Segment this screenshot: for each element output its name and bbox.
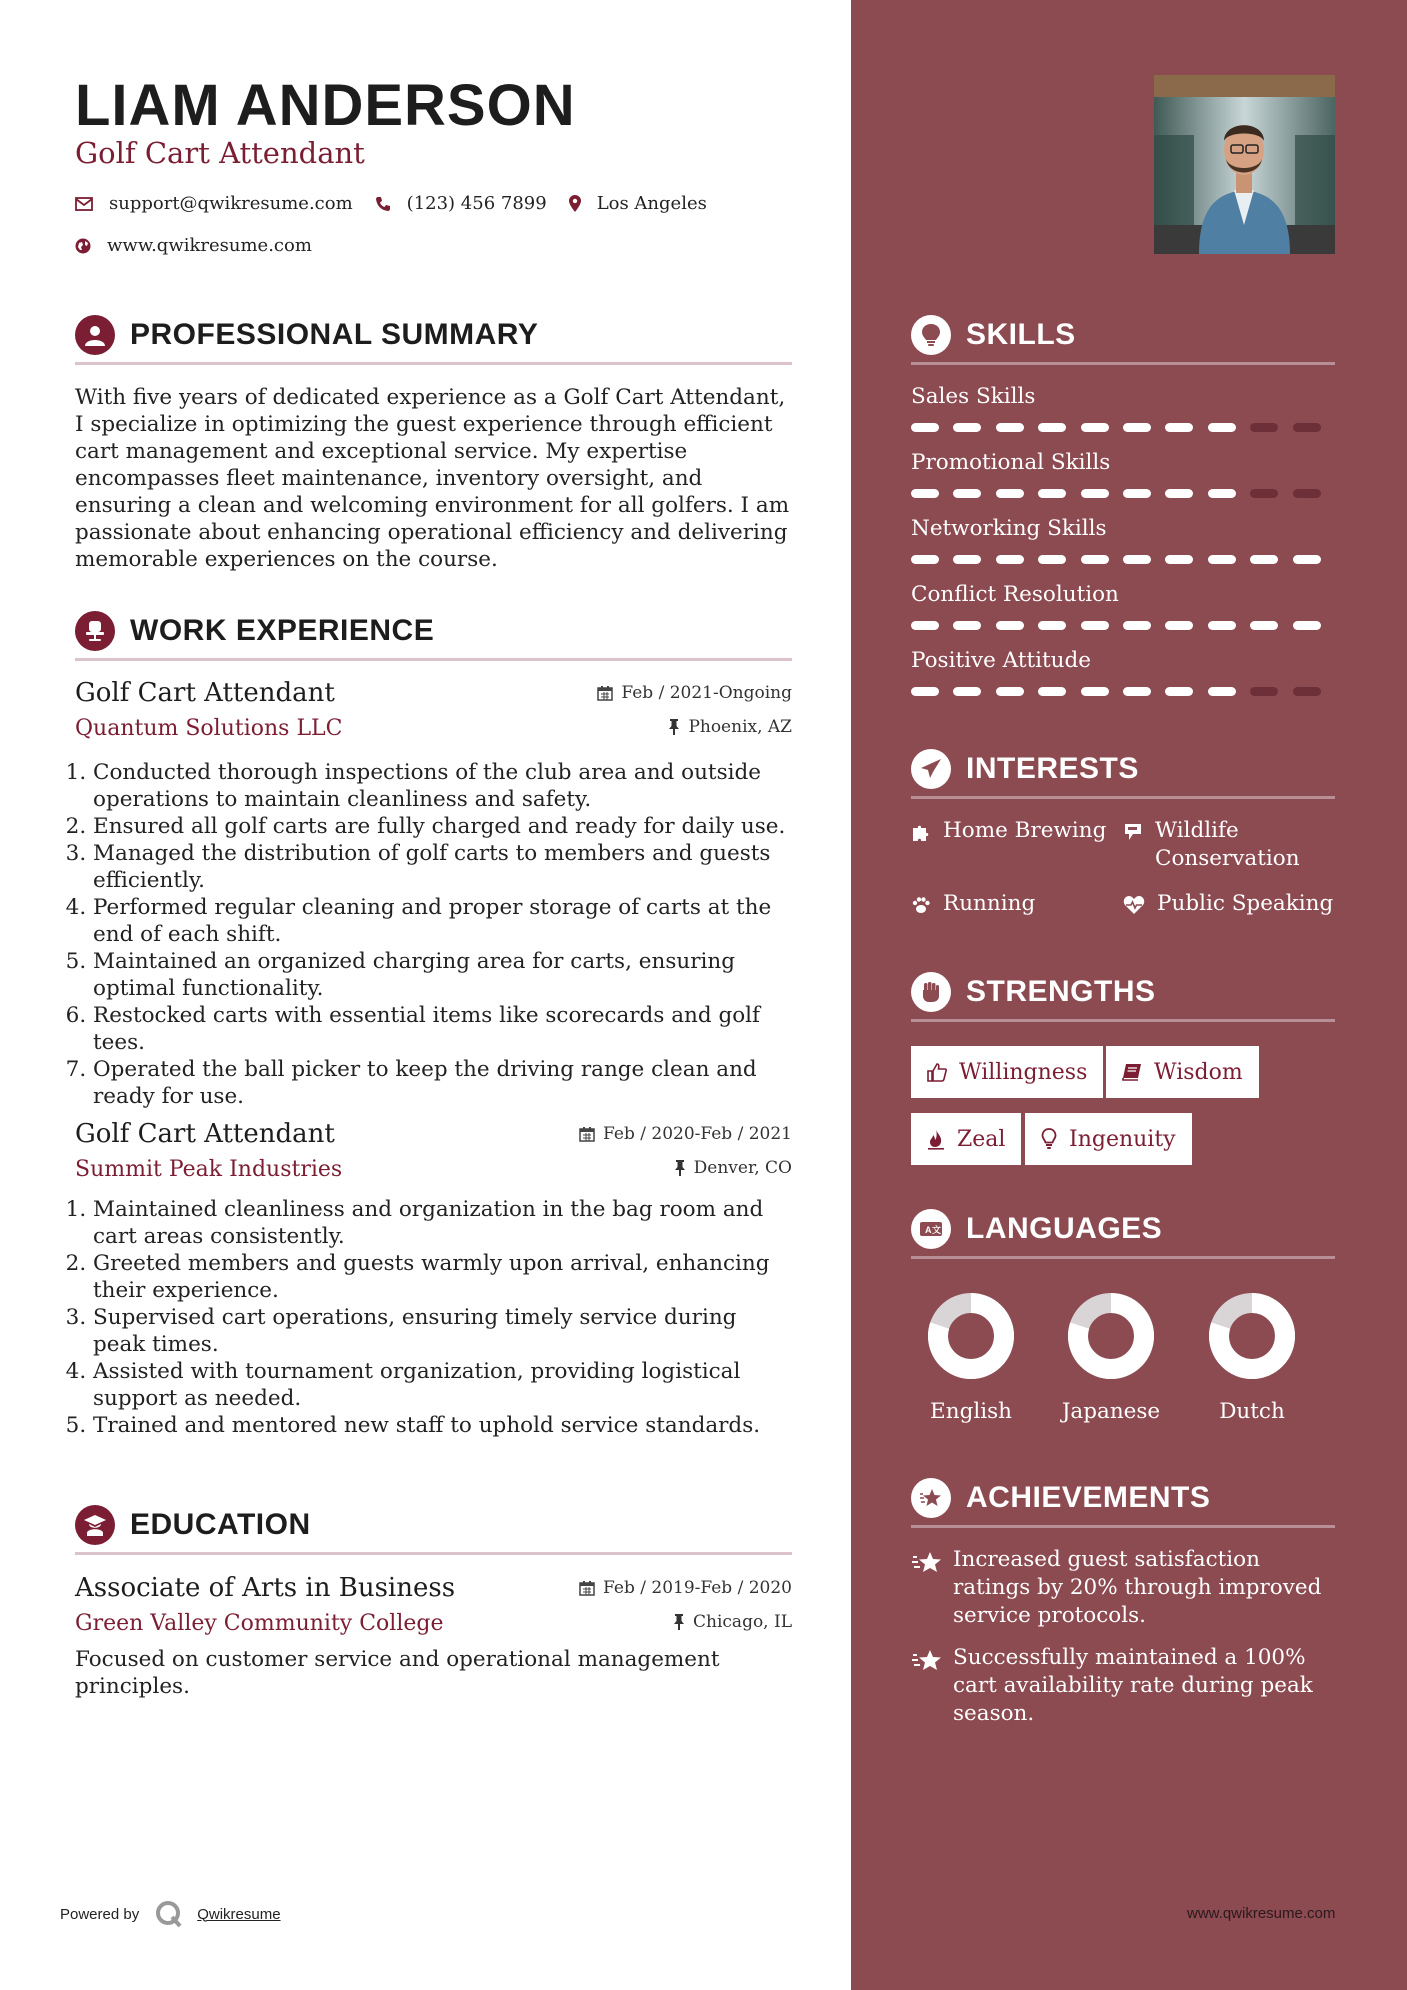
- pin-icon: [674, 1160, 686, 1176]
- strength-tag: Wisdom: [1106, 1046, 1259, 1098]
- powered-by-label: Powered by: [60, 1905, 140, 1923]
- list-item: 1. Maintained cleanliness and organization in the bag room and cart areas consistently.: [93, 1196, 792, 1250]
- list-item: 2. Greeted members and guests warmly upon arrival, enhancing their experience.: [93, 1250, 792, 1304]
- skill-dash: [996, 687, 1024, 696]
- list-item: 2. Ensured all golf carts are fully charged and ready for daily use.: [93, 813, 792, 840]
- language-item: [906, 1293, 1036, 1424]
- job-entry-2: [75, 1119, 792, 1439]
- interest-item: Home Brewing: [911, 817, 1106, 845]
- graduate-icon: [75, 1505, 115, 1545]
- fire-icon: [927, 1128, 945, 1150]
- pin-icon: [673, 1614, 685, 1630]
- language-donut: [1068, 1293, 1154, 1379]
- envelope-icon: [75, 197, 93, 211]
- language-item: [1187, 1293, 1317, 1424]
- skill-dash: [1081, 555, 1109, 564]
- skill-dash: [1038, 423, 1066, 432]
- language-name: Japanese: [1061, 1399, 1161, 1424]
- education-dates: Feb / 2019-Feb / 2020: [579, 1578, 792, 1598]
- interests-heading: [911, 741, 1335, 799]
- language-item: [1046, 1293, 1176, 1424]
- job-entry-1: [75, 678, 792, 1110]
- skill-dash: [911, 687, 939, 696]
- language-donut: [1209, 1293, 1295, 1379]
- pin-icon: [668, 719, 680, 735]
- achievements-title: ACHIEVEMENTS: [966, 1480, 1211, 1514]
- school-name: Green Valley Community College: [75, 1611, 444, 1636]
- qwikresume-logo-icon: [155, 1900, 183, 1928]
- summary-heading: [75, 307, 792, 365]
- strengths-title: STRENGTHS: [966, 974, 1156, 1008]
- skill-dash: [1165, 555, 1193, 564]
- achievement-item: Successfully maintained a 100% cart availability rate during peak season.: [911, 1644, 1341, 1728]
- brand-link[interactable]: Qwikresume: [197, 1905, 281, 1923]
- skill-dash: [996, 489, 1024, 498]
- location-item: [569, 193, 707, 214]
- job-location: Phoenix, AZ: [668, 717, 792, 737]
- contact-row-2: [75, 235, 334, 256]
- skill-name: Positive Attitude: [911, 648, 1091, 673]
- skill-dash: [996, 621, 1024, 630]
- skills-title: SKILLS: [966, 317, 1076, 351]
- profile-photo: [1154, 75, 1335, 254]
- job-bullets: [75, 1196, 792, 1439]
- job-dates: Feb / 2021-Ongoing: [597, 683, 792, 703]
- skill-dash: [1123, 687, 1151, 696]
- thumbs-up-icon: [927, 1062, 947, 1082]
- skill-dash: [1123, 555, 1151, 564]
- globe-icon: [75, 238, 91, 254]
- skill-dash: [1293, 621, 1321, 630]
- skill-dash: [953, 423, 981, 432]
- phone-item[interactable]: [375, 193, 547, 214]
- lightbulb-icon: [911, 315, 951, 355]
- education-heading: [75, 1497, 792, 1555]
- languages-heading: [911, 1201, 1335, 1259]
- fist-icon: [911, 972, 951, 1012]
- skill-dash: [1165, 423, 1193, 432]
- paper-plane-icon: [911, 749, 951, 789]
- user-icon: [75, 315, 115, 355]
- skill-dash: [911, 555, 939, 564]
- job-location: Denver, CO: [674, 1158, 792, 1178]
- skill-dash: [911, 489, 939, 498]
- location-text: Los Angeles: [596, 193, 707, 214]
- interests-title: INTERESTS: [966, 751, 1139, 785]
- skill-item: [911, 648, 1335, 696]
- skill-item: [911, 516, 1335, 564]
- skill-dash: [1165, 687, 1193, 696]
- list-item: 3. Supervised cart operations, ensuring timely service during peak times.: [93, 1304, 792, 1358]
- language-name: Dutch: [1219, 1399, 1285, 1424]
- list-item: 6. Restocked carts with essential items like scorecards and golf tees.: [93, 1002, 792, 1056]
- education-location: Chicago, IL: [673, 1612, 792, 1632]
- skill-dash: [1208, 621, 1236, 630]
- email-text: support@qwikresume.com: [109, 193, 353, 214]
- skill-dash: [1293, 555, 1321, 564]
- job-dates: Feb / 2020-Feb / 2021: [579, 1124, 792, 1144]
- skill-dash: [1208, 423, 1236, 432]
- job-company: Quantum Solutions LLC: [75, 716, 343, 741]
- list-item: 7. Operated the ball picker to keep the driving range clean and ready for use.: [93, 1056, 792, 1110]
- interest-item: Running: [911, 890, 1035, 918]
- job-role: Golf Cart Attendant: [75, 1119, 335, 1149]
- skill-name: Networking Skills: [911, 516, 1107, 541]
- contact-row-1: [75, 193, 729, 214]
- paw-icon: [911, 895, 931, 915]
- skill-dash: [1081, 489, 1109, 498]
- book-icon: [1122, 1063, 1142, 1081]
- skill-dash: [953, 489, 981, 498]
- list-item: 1. Conducted thorough inspections of the club area and outside operations to maintain cleanliness and safety.: [93, 759, 792, 813]
- strengths-heading: [911, 964, 1335, 1022]
- languages-title: LANGUAGES: [966, 1211, 1163, 1245]
- skill-item: [911, 450, 1335, 498]
- skill-dash: [1250, 621, 1278, 630]
- skill-dash: [1123, 621, 1151, 630]
- phone-text: (123) 456 7899: [406, 193, 547, 214]
- skill-dash: [996, 423, 1024, 432]
- svg-text:A: A: [925, 1224, 932, 1235]
- footer-site[interactable]: www.qwikresume.com: [1187, 1905, 1336, 1922]
- language-name: English: [930, 1399, 1012, 1424]
- skill-dash: [1165, 621, 1193, 630]
- skill-dash: [1038, 687, 1066, 696]
- job-company: Summit Peak Industries: [75, 1157, 343, 1182]
- candidate-name: LIAM ANDERSON: [75, 73, 576, 138]
- strength-tag: Ingenuity: [1025, 1113, 1192, 1165]
- achievement-item: Increased guest satisfaction ratings by 20% through improved service protocols.: [911, 1546, 1341, 1630]
- skill-dash: [1165, 489, 1193, 498]
- skill-dash: [1038, 555, 1066, 564]
- skill-dash: [1250, 555, 1278, 564]
- experience-title: WORK EXPERIENCE: [130, 613, 435, 647]
- list-item: 4. Performed regular cleaning and proper storage of carts at the end of each shift.: [93, 894, 792, 948]
- skill-dash: [1293, 687, 1321, 696]
- skill-dash: [1293, 489, 1321, 498]
- skill-name: Sales Skills: [911, 384, 1036, 409]
- skill-dash: [1208, 687, 1236, 696]
- interest-item: Public Speaking: [1123, 890, 1333, 918]
- skill-rating: [911, 555, 1335, 564]
- puzzle-icon: [911, 822, 931, 842]
- list-item: 5. Maintained an organized charging area for carts, ensuring optimal functionality.: [93, 948, 792, 1002]
- skill-dash: [1123, 423, 1151, 432]
- calendar-icon: [579, 1126, 595, 1142]
- skill-rating: [911, 687, 1335, 696]
- experience-heading: [75, 603, 792, 661]
- degree-name: Associate of Arts in Business: [75, 1573, 456, 1603]
- sidebar: [851, 0, 1407, 1990]
- star-icon: [911, 1648, 943, 1674]
- map-marker-icon: [569, 195, 581, 212]
- list-item: 5. Trained and mentored new staff to uphold service standards.: [93, 1412, 792, 1439]
- skill-dash: [1250, 687, 1278, 696]
- footer-powered-by: [60, 1900, 281, 1928]
- strength-tag: Zeal: [911, 1113, 1021, 1165]
- email-item[interactable]: [75, 193, 353, 214]
- skill-name: Promotional Skills: [911, 450, 1111, 475]
- website-text: www.qwikresume.com: [107, 235, 312, 256]
- summary-title: PROFESSIONAL SUMMARY: [130, 317, 539, 351]
- interest-item: Wildlife Conservation: [1123, 817, 1323, 873]
- office-chair-icon: [75, 611, 115, 651]
- svg-text:文: 文: [932, 1224, 942, 1235]
- skill-rating: [911, 423, 1335, 432]
- skill-dash: [953, 687, 981, 696]
- list-item: 4. Assisted with tournament organization, providing logistical support as needed.: [93, 1358, 792, 1412]
- calendar-icon: [579, 1580, 595, 1596]
- skill-dash: [911, 621, 939, 630]
- skill-dash: [911, 423, 939, 432]
- skill-name: Conflict Resolution: [911, 582, 1119, 607]
- skill-rating: [911, 489, 1335, 498]
- skill-dash: [1123, 489, 1151, 498]
- skill-dash: [1081, 687, 1109, 696]
- calendar-icon: [597, 685, 613, 701]
- skill-dash: [1081, 423, 1109, 432]
- phone-icon: [375, 196, 391, 212]
- star-badge-icon: [911, 1478, 951, 1518]
- education-title: EDUCATION: [130, 1507, 311, 1541]
- website-item[interactable]: [75, 235, 312, 256]
- skill-dash: [1208, 555, 1236, 564]
- strength-tag: Willingness: [911, 1046, 1103, 1098]
- skill-dash: [953, 555, 981, 564]
- skill-dash: [1250, 423, 1278, 432]
- skills-heading: [911, 307, 1335, 365]
- job-role: Golf Cart Attendant: [75, 678, 335, 708]
- skill-dash: [996, 555, 1024, 564]
- skill-item: [911, 384, 1335, 432]
- candidate-title: Golf Cart Attendant: [75, 136, 365, 170]
- language-icon: [911, 1209, 951, 1249]
- lightbulb-outline-icon: [1041, 1128, 1057, 1150]
- skill-dash: [1081, 621, 1109, 630]
- skill-rating: [911, 621, 1335, 630]
- skill-dash: [1038, 621, 1066, 630]
- education-entry: [75, 1573, 792, 1700]
- skill-dash: [1293, 423, 1321, 432]
- education-description: Focused on customer service and operational management principles.: [75, 1647, 720, 1699]
- skill-item: [911, 582, 1335, 630]
- summary-text: With five years of dedicated experience as a Golf Cart Attendant, I specialize in optimizing the guest experience through efficient cart management and exceptional service. My expertise encompasses fleet maintenance, inventory oversight, and ensuring a clean and welcoming environment for all golfers. I am passionate about enhancing operational efficiency and delivering memorable experiences on the course.: [75, 385, 790, 572]
- heartbeat-icon: [1123, 895, 1145, 915]
- skill-dash: [1208, 489, 1236, 498]
- language-donut: [928, 1293, 1014, 1379]
- skill-dash: [1038, 489, 1066, 498]
- skill-dash: [1250, 489, 1278, 498]
- job-bullets: [75, 759, 792, 1110]
- wildlife-icon: [1123, 822, 1143, 842]
- star-icon: [911, 1550, 943, 1576]
- skill-dash: [953, 621, 981, 630]
- list-item: 3. Managed the distribution of golf carts to members and guests efficiently.: [93, 840, 792, 894]
- achievements-heading: [911, 1470, 1335, 1528]
